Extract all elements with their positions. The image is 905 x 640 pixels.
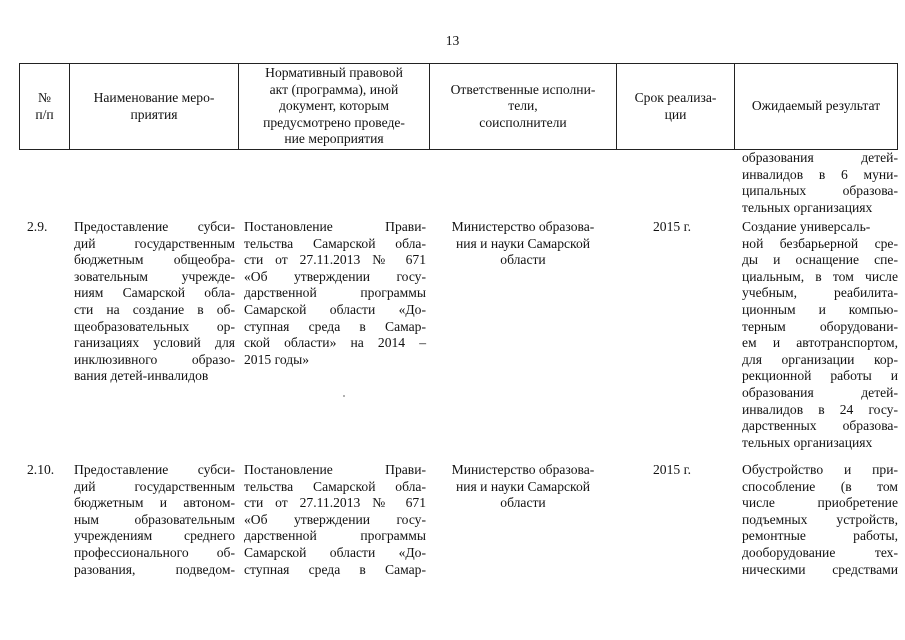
header-event-name [70,64,238,149]
event-name-line: бюджетным общеобра- [74,252,235,268]
legal-act-line: ступная среда в Самар- [244,561,426,577]
header-responsible-line: Ответственные исполни- [450,81,596,97]
responsible-line: ния и науки Самарской [455,478,591,494]
legal-act-line: Постановление Прави- [244,462,426,477]
header-number [20,64,69,149]
row-2-9-event-name [74,219,235,385]
header-responsible-line: тели, [508,98,538,114]
event-name-line: разования, подведом- [74,561,235,577]
event-name-line: сти на создание в об- [74,301,235,317]
header-expected-result [735,64,897,149]
row-2-10-term: 2015 г. [653,462,692,477]
header-legal-act-line: акт (программа), иной [269,81,399,97]
event-name-line: дий государственным [74,478,235,494]
header-event-name-line: Наименование меро- [93,89,215,105]
legal-act-line: сти от 27.11.2013 № 671 [244,495,426,511]
legal-act-line: тельства Самарской обла- [244,478,426,494]
page-number: 13 [445,33,460,48]
result-line: ды и оснащение спе- [742,252,898,268]
result-line: для организации кор- [742,351,898,367]
event-name-line: бюджетным и автоном- [74,495,235,511]
legal-act-line: сти от 27.11.2013 № 671 [244,252,426,268]
event-name-line: вания детей-инвалидов [74,368,209,384]
legal-act-line: «Об утверждении госу- [244,268,426,284]
result-line: ной безбарьерной сре- [742,235,898,251]
table-header-right-border [897,63,898,150]
scan-speck [343,395,345,397]
result-line: тельных организациях [742,199,873,215]
legal-act-line: Самарской области «До- [244,301,426,317]
row-2-10-expected-result [742,462,898,578]
header-responsible-line: соисполнители [479,114,567,130]
event-name-line: ниям Самарской обла- [74,285,235,301]
result-line: дооборудование тех- [742,544,898,560]
result-line: тельных организациях [742,434,873,450]
responsible-line: ния и науки Самарской [455,235,591,251]
result-line: ципальных образова- [742,183,898,199]
result-line: инвалидов в 6 муни- [742,166,898,182]
event-name-line: зовательным учрежде- [74,268,235,284]
legal-act-line: тельства Самарской обла- [244,235,426,251]
responsible-line: Министерство образова- [451,219,595,234]
result-line: подъемных устройств, [742,511,898,527]
result-line: числе приобретение [742,495,898,511]
responsible-line: Министерство образова- [451,462,595,477]
event-name-line: ным образовательным [74,511,235,527]
legal-act-line: ской области» на 2014 – [244,335,426,351]
result-line: Обустройство и при- [742,462,898,477]
header-number-line: п/п [35,106,54,122]
header-term-line: Срок реализа- [634,89,717,105]
legal-act-line: Постановление Прави- [244,219,426,234]
result-line: образования детей- [742,384,898,400]
header-responsible [430,64,616,149]
result-line: терным оборудовани- [742,318,898,334]
legal-act-line: «Об утверждении госу- [244,511,426,527]
header-term [617,64,734,149]
result-line: образования детей- [742,150,898,165]
header-legal-act-line: документ, которым [279,98,389,114]
result-line: циальным, в том числе [742,268,898,284]
row-2-10-legal-act [244,462,426,578]
result-line: инвалидов в 24 госу- [742,401,898,417]
header-legal-act-line: ние мероприятия [284,131,384,147]
event-name-line: профессионального об- [74,544,235,560]
legal-act-line: ступная среда в Самар- [244,318,426,334]
header-expected-result-line: Ожидаемый результат [751,98,881,114]
legal-act-line: 2015 годы» [244,351,310,367]
legal-act-line: дарственной программы [244,528,426,544]
header-legal-act [239,64,429,149]
row-2-9-expected-result [742,219,898,451]
result-line: ническими средствами [742,561,898,577]
row-2-10-number: 2.10. [27,462,55,477]
result-line: дарственных образова- [742,418,898,434]
row-2-9-legal-act [244,219,426,368]
legal-act-line: дарственной программы [244,285,426,301]
result-line: ремонтные работы, [742,528,898,544]
result-line: ем и автотранспортом, [742,335,898,351]
row-2-9-term: 2015 г. [653,219,692,234]
event-name-line: дий государственным [74,235,235,251]
event-name-line: Предоставление субси- [74,462,235,477]
result-line: учебным, реабилита- [742,285,898,301]
header-legal-act-line: предусмотрено проведе- [263,114,405,130]
row-2-9-number: 2.9. [27,219,48,234]
legal-act-line: Самарской области «До- [244,544,426,560]
header-event-name-line: приятия [130,106,178,122]
result-line: ционным и компью- [742,301,898,317]
row-2-10-event-name [74,462,235,578]
continuation-result [742,150,898,216]
event-name-line: инклюзивного образо- [74,351,235,367]
event-name-line: ганизациях условий для [74,335,235,351]
row-2-10-responsible [433,462,613,512]
result-line: рекционной работы и [742,368,898,384]
responsible-line: области [500,495,546,511]
result-line: способление (в том [742,478,898,494]
header-term-line: ции [664,106,687,122]
header-number-line: № [38,89,51,105]
row-2-9-responsible [433,219,613,269]
responsible-line: области [500,252,546,268]
result-line: Создание универсаль- [742,219,871,234]
header-legal-act-line: Нормативный правовой [265,65,403,81]
event-name-line: щеобразовательных ор- [74,318,235,334]
event-name-line: учреждениям среднего [74,528,235,544]
event-name-line: Предоставление субси- [74,219,235,234]
